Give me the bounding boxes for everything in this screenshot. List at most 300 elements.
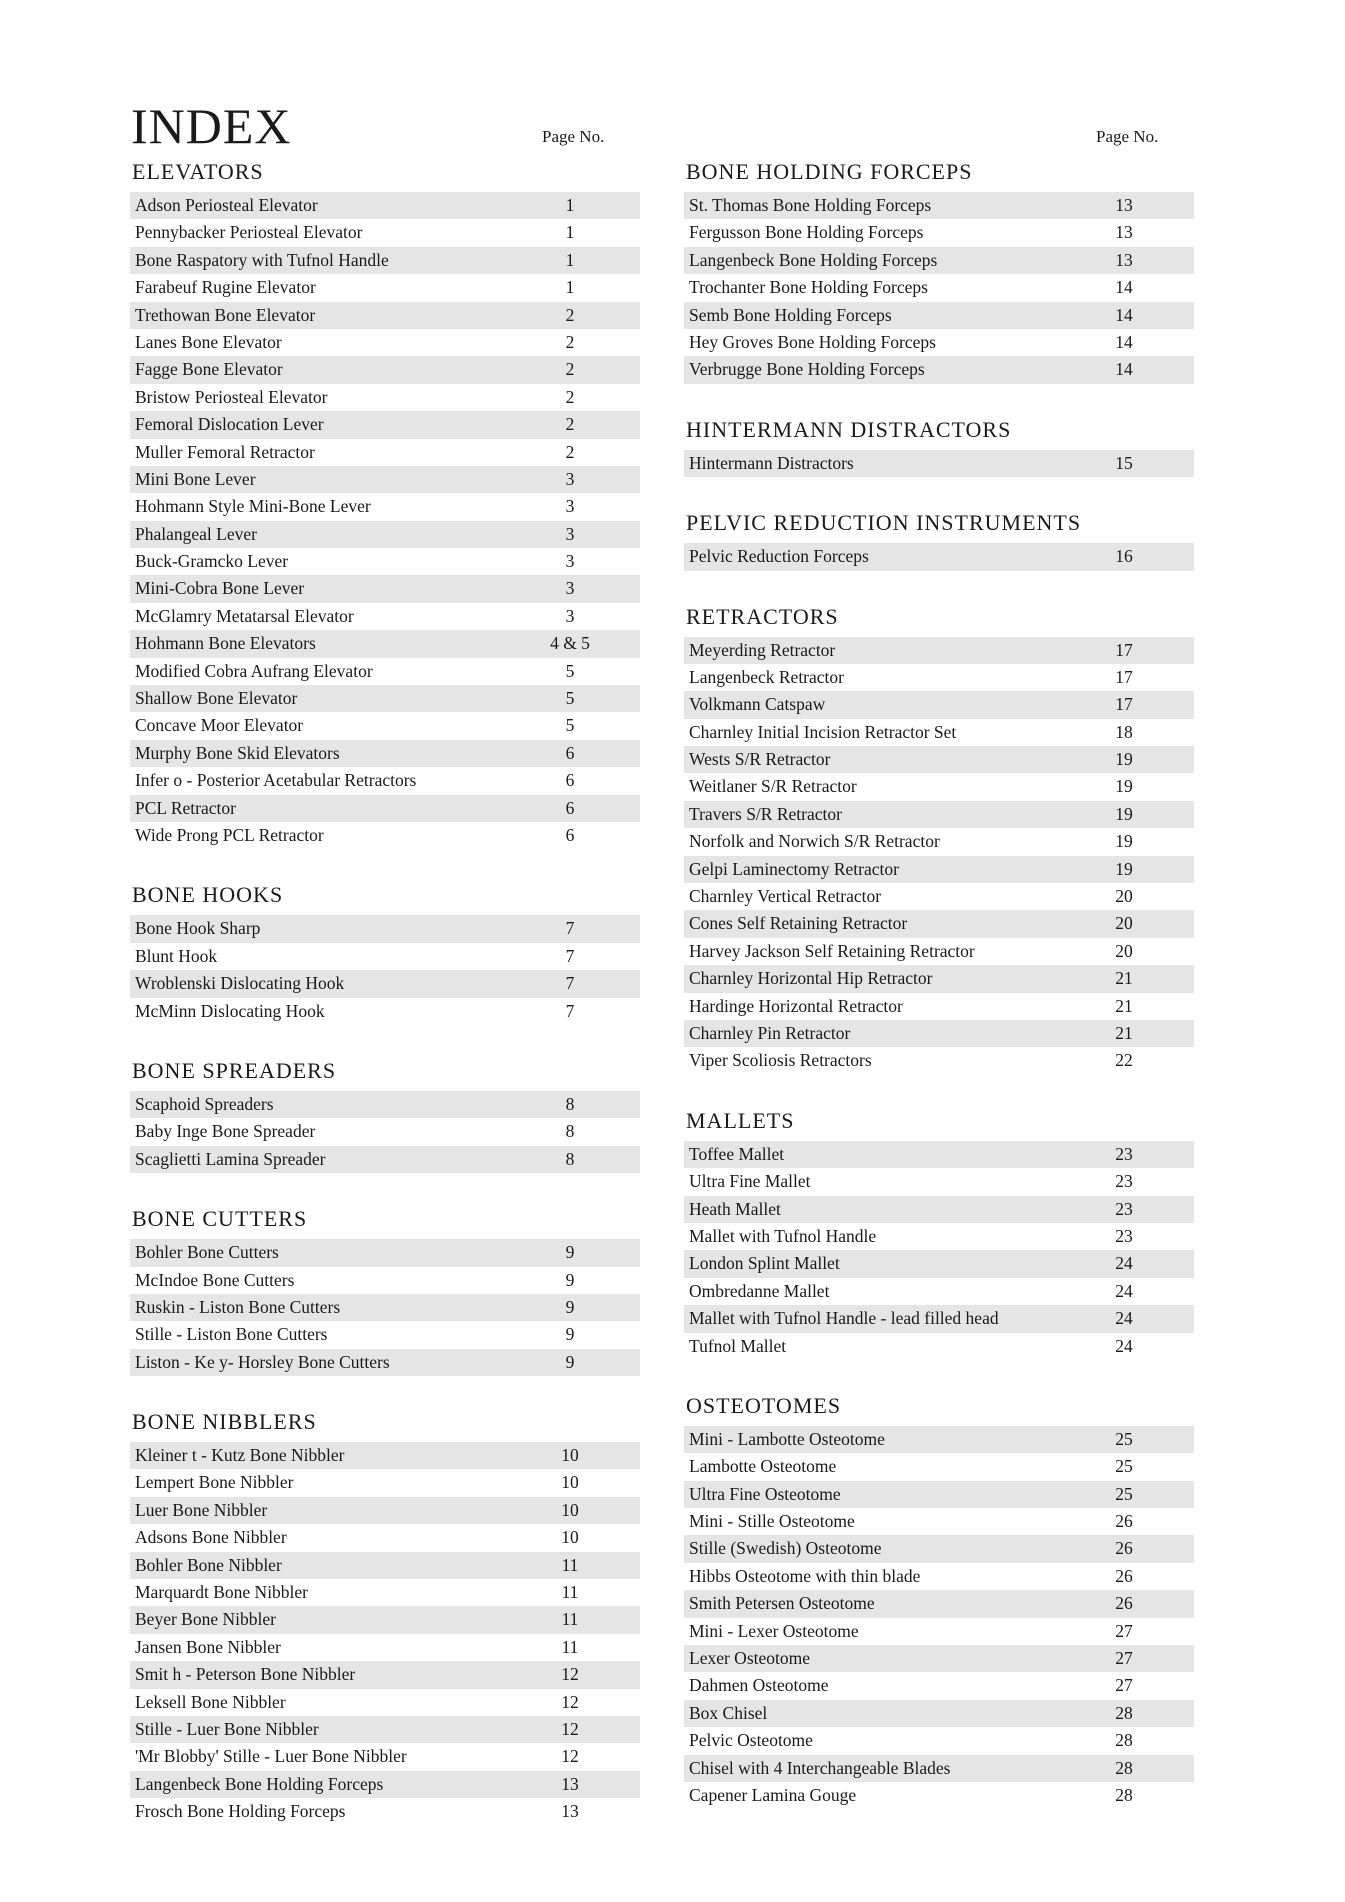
index-entry — [130, 685, 640, 712]
entry-name: Mini-Cobra Bone Lever — [135, 578, 305, 599]
section-heading: OSTEOTOMES — [686, 1392, 842, 1418]
entry-name: Liston - Ke y- Horsley Bone Cutters — [135, 1351, 390, 1372]
entry-name: Pelvic Reduction Forceps — [689, 546, 869, 567]
index-section — [684, 1105, 1194, 1360]
index-entry — [130, 795, 640, 822]
section-heading: PELVIC REDUCTION INSTRUMENTS — [686, 510, 1082, 536]
entry-page-number: 26 — [1115, 1565, 1133, 1586]
index-entry — [130, 1634, 640, 1661]
entry-page-number: 1 — [565, 249, 575, 270]
entry-page-number: 9 — [565, 1269, 575, 1290]
index-entry — [130, 1146, 640, 1173]
entry-page-number: 28 — [1115, 1784, 1133, 1805]
entry-page-number: 24 — [1115, 1308, 1133, 1329]
entry-page-number: 5 — [565, 660, 575, 681]
entry-page-number: 3 — [565, 523, 575, 544]
entry-page-number: 8 — [565, 1093, 575, 1114]
entry-page-number: 27 — [1115, 1675, 1133, 1696]
index-entry — [130, 219, 640, 246]
index-entry — [684, 691, 1194, 718]
entry-page-number: 8 — [565, 1148, 575, 1169]
entry-page-number: 7 — [565, 945, 575, 966]
entry-name: Dahmen Osteotome — [689, 1675, 829, 1696]
index-entry — [130, 384, 640, 411]
entry-name: Lexer Osteotome — [689, 1648, 810, 1669]
entry-name: Box Chisel — [689, 1702, 768, 1723]
entry-page-number: 13 — [561, 1773, 579, 1794]
index-entry — [684, 1426, 1194, 1453]
entry-page-number: 7 — [565, 1000, 575, 1021]
entry-name: Mini - Stille Osteotome — [689, 1511, 855, 1532]
entry-page-number: 17 — [1115, 694, 1133, 715]
entry-page-number: 14 — [1115, 277, 1133, 298]
index-entry — [684, 1672, 1194, 1699]
index-entry — [684, 247, 1194, 274]
entry-name: Weitlaner S/R Retractor — [689, 776, 857, 797]
entry-name: 'Mr Blobby' Stille - Luer Bone Nibbler — [135, 1746, 407, 1767]
index-entry — [130, 970, 640, 997]
entry-name: Pelvic Osteotome — [689, 1730, 813, 1751]
index-section — [684, 156, 1194, 384]
entry-page-number: 17 — [1115, 639, 1133, 660]
index-entry — [684, 719, 1194, 746]
index-entry — [684, 1755, 1194, 1782]
index-entry — [130, 1239, 640, 1266]
entry-name: Jansen Bone Nibbler — [135, 1636, 281, 1657]
index-entry — [130, 1349, 640, 1376]
entry-name: Charnley Vertical Retractor — [689, 886, 882, 907]
entry-page-number: 3 — [565, 468, 575, 489]
index-entry — [130, 274, 640, 301]
entry-name: Viper Scoliosis Retractors — [689, 1050, 872, 1071]
index-section — [684, 414, 1194, 477]
entry-page-number: 4 & 5 — [550, 633, 590, 654]
entry-name: Chisel with 4 Interchangeable Blades — [689, 1757, 951, 1778]
index-entry — [130, 1294, 640, 1321]
entry-name: Murphy Bone Skid Elevators — [135, 742, 340, 763]
index-entry — [684, 1563, 1194, 1590]
entry-name: Wide Prong PCL Retractor — [135, 824, 324, 845]
entry-page-number: 13 — [1115, 249, 1133, 270]
entry-name: Femoral Dislocation Lever — [135, 414, 324, 435]
index-entry — [130, 1798, 640, 1825]
index-entry — [684, 664, 1194, 691]
entry-name: Bristow Periosteal Elevator — [135, 386, 328, 407]
entry-page-number: 13 — [1115, 195, 1133, 215]
entry-page-number: 12 — [561, 1746, 579, 1767]
entry-page-number: 3 — [565, 551, 575, 572]
entry-name: Charnley Pin Retractor — [689, 1022, 851, 1043]
entry-page-number: 7 — [565, 918, 575, 939]
index-entry — [130, 1552, 640, 1579]
page-no-label-left: Page No. — [542, 127, 605, 146]
entry-page-number: 12 — [561, 1691, 579, 1712]
entry-name: Buck-Gramcko Lever — [135, 551, 289, 572]
index-section — [130, 156, 640, 849]
entry-name: McGlamry Metatarsal Elevator — [135, 605, 354, 626]
index-entry — [130, 1743, 640, 1770]
entry-page-number: 22 — [1115, 1050, 1133, 1071]
section-heading: BONE NIBBLERS — [132, 1409, 317, 1435]
index-entry — [684, 1223, 1194, 1250]
index-entry — [684, 1250, 1194, 1277]
index-entry — [684, 1278, 1194, 1305]
index-column-right — [684, 156, 1194, 1839]
entry-name: Adson Periosteal Elevator — [135, 195, 318, 215]
entry-name: Lanes Bone Elevator — [135, 331, 282, 352]
entry-name: Pennybacker Periosteal Elevator — [135, 222, 363, 243]
entry-page-number: 19 — [1115, 776, 1133, 797]
index-entry — [130, 521, 640, 548]
entry-page-number: 19 — [1115, 831, 1133, 852]
entry-page-number: 7 — [565, 973, 575, 994]
index-entry — [684, 938, 1194, 965]
entry-page-number: 9 — [565, 1296, 575, 1317]
index-entry — [130, 548, 640, 575]
entry-name: Hohmann Bone Elevators — [135, 633, 316, 654]
index-entry — [684, 910, 1194, 937]
section-heading: ELEVATORS — [132, 159, 264, 184]
index-entry — [684, 1333, 1194, 1360]
index-entry — [684, 1535, 1194, 1562]
entry-name: Langenbeck Retractor — [689, 666, 844, 687]
entry-page-number: 21 — [1115, 968, 1133, 989]
entry-name: Wests S/R Retractor — [689, 749, 831, 770]
entry-name: Phalangeal Lever — [135, 523, 257, 544]
entry-name: Fergusson Bone Holding Forceps — [689, 222, 924, 243]
entry-name: Concave Moor Elevator — [135, 715, 304, 736]
index-entry — [684, 965, 1194, 992]
entry-page-number: 13 — [561, 1801, 579, 1822]
entry-page-number: 16 — [1115, 546, 1133, 567]
index-entry — [130, 1469, 640, 1496]
entry-name: Trochanter Bone Holding Forceps — [689, 277, 928, 298]
entry-name: London Splint Mallet — [689, 1253, 840, 1274]
entry-page-number: 10 — [561, 1445, 579, 1466]
entry-page-number: 26 — [1115, 1511, 1133, 1532]
entry-name: Volkmann Catspaw — [689, 694, 826, 715]
section-heading: BONE CUTTERS — [132, 1206, 308, 1232]
entry-name: Farabeuf Rugine Elevator — [135, 277, 316, 298]
entry-page-number: 23 — [1115, 1171, 1133, 1192]
entry-name: Smith Petersen Osteotome — [689, 1593, 875, 1614]
entry-page-number: 18 — [1115, 721, 1133, 742]
entry-name: Tufnol Mallet — [689, 1335, 787, 1356]
index-entry — [130, 466, 640, 493]
index-entry — [684, 993, 1194, 1020]
entry-name: Luer Bone Nibbler — [135, 1499, 268, 1520]
index-entry — [130, 1716, 640, 1743]
index-entry — [130, 712, 640, 739]
entry-page-number: 21 — [1115, 995, 1133, 1016]
entry-name: Capener Lamina Gouge — [689, 1784, 857, 1805]
index-entry — [684, 1727, 1194, 1754]
index-entry — [130, 1771, 640, 1798]
index-column-left — [130, 156, 640, 1856]
entry-page-number: 10 — [561, 1527, 579, 1548]
index-entry — [130, 822, 640, 849]
index-entry — [684, 302, 1194, 329]
entry-name: Trethowan Bone Elevator — [135, 304, 316, 325]
index-entry — [130, 247, 640, 274]
entry-page-number: 9 — [565, 1242, 575, 1263]
entry-name: Smit h - Peterson Bone Nibbler — [135, 1664, 356, 1685]
entry-name: Lempert Bone Nibbler — [135, 1472, 294, 1493]
index-entry — [684, 1618, 1194, 1645]
entry-page-number: 14 — [1115, 331, 1133, 352]
entry-page-number: 26 — [1115, 1538, 1133, 1559]
entry-page-number: 2 — [565, 331, 575, 352]
index-section — [130, 1055, 640, 1173]
index-entry — [130, 1606, 640, 1633]
index-entry — [684, 1590, 1194, 1617]
entry-page-number: 20 — [1115, 886, 1133, 907]
entry-page-number: 2 — [565, 441, 575, 462]
entry-page-number: 24 — [1115, 1335, 1133, 1356]
entry-page-number: 24 — [1115, 1280, 1133, 1301]
index-entry — [684, 746, 1194, 773]
entry-name: Mini - Lexer Osteotome — [689, 1620, 859, 1641]
entry-name: Shallow Bone Elevator — [135, 688, 298, 709]
index-entry — [130, 439, 640, 466]
entry-name: Semb Bone Holding Forceps — [689, 304, 892, 325]
entry-name: Fagge Bone Elevator — [135, 359, 283, 380]
index-section — [130, 1203, 640, 1376]
entry-name: McMinn Dislocating Hook — [135, 1000, 325, 1021]
index-entry — [130, 603, 640, 630]
entry-page-number: 6 — [565, 824, 575, 845]
entry-page-number: 3 — [565, 496, 575, 517]
index-entry — [684, 192, 1194, 219]
index-section — [130, 879, 640, 1025]
entry-page-number: 5 — [565, 688, 575, 709]
entry-name: St. Thomas Bone Holding Forceps — [689, 195, 932, 215]
entry-name: Kleiner t - Kutz Bone Nibbler — [135, 1445, 345, 1466]
index-entry — [130, 943, 640, 970]
entry-name: Mallet with Tufnol Handle - lead filled head — [689, 1308, 999, 1329]
index-entry — [684, 773, 1194, 800]
index-entry — [684, 1020, 1194, 1047]
index-entry — [130, 356, 640, 383]
entry-page-number: 10 — [561, 1472, 579, 1493]
entry-page-number: 17 — [1115, 666, 1133, 687]
entry-page-number: 2 — [565, 386, 575, 407]
index-entry — [684, 274, 1194, 301]
entry-name: Marquardt Bone Nibbler — [135, 1582, 309, 1603]
index-entry — [130, 658, 640, 685]
index-entry — [684, 637, 1194, 664]
entry-name: Scaphoid Spreaders — [135, 1093, 274, 1114]
entry-page-number: 27 — [1115, 1620, 1133, 1641]
entry-name: Cones Self Retaining Retractor — [689, 913, 908, 934]
entry-name: Bohler Bone Cutters — [135, 1242, 279, 1263]
entry-name: Mini Bone Lever — [135, 468, 256, 489]
entry-page-number: 26 — [1115, 1593, 1133, 1614]
entry-name: Ultra Fine Osteotome — [689, 1483, 841, 1504]
entry-page-number: 6 — [565, 797, 575, 818]
entry-page-number: 19 — [1115, 858, 1133, 879]
entry-name: Harvey Jackson Self Retaining Retractor — [689, 940, 975, 961]
entry-page-number: 20 — [1115, 913, 1133, 934]
entry-name: Frosch Bone Holding Forceps — [135, 1801, 346, 1822]
entry-name: Hohmann Style Mini-Bone Lever — [135, 496, 371, 517]
entry-name: Verbrugge Bone Holding Forceps — [689, 359, 925, 380]
index-entry — [130, 329, 640, 356]
entry-page-number: 25 — [1115, 1483, 1133, 1504]
entry-page-number: 6 — [565, 770, 575, 791]
index-entry — [684, 450, 1194, 477]
entry-page-number: 19 — [1115, 749, 1133, 770]
entry-page-number: 12 — [561, 1718, 579, 1739]
index-section — [684, 507, 1194, 570]
index-entry — [684, 1141, 1194, 1168]
entry-name: Hibbs Osteotome with thin blade — [689, 1565, 921, 1586]
entry-page-number: 23 — [1115, 1198, 1133, 1219]
entry-name: Bone Hook Sharp — [135, 918, 261, 939]
entry-name: Gelpi Laminectomy Retractor — [689, 858, 899, 879]
entry-name: Muller Femoral Retractor — [135, 441, 315, 462]
index-entry — [684, 219, 1194, 246]
entry-name: Bohler Bone Nibbler — [135, 1554, 282, 1575]
entry-page-number: 11 — [561, 1554, 579, 1575]
entry-name: Ruskin - Liston Bone Cutters — [135, 1296, 341, 1317]
index-entry — [130, 575, 640, 602]
index-entry — [130, 630, 640, 657]
index-entry — [130, 493, 640, 520]
index-entry — [130, 411, 640, 438]
index-entry — [130, 1321, 640, 1348]
entry-page-number: 1 — [565, 195, 575, 215]
entry-name: Travers S/R Retractor — [689, 803, 842, 824]
section-heading: RETRACTORS — [686, 603, 839, 629]
section-heading: BONE HOLDING FORCEPS — [686, 159, 973, 184]
page-no-label-right: Page No. — [1096, 127, 1159, 146]
index-entry — [130, 1579, 640, 1606]
entry-page-number: 2 — [565, 359, 575, 380]
index-entry — [130, 1689, 640, 1716]
entry-page-number: 23 — [1115, 1143, 1133, 1164]
index-section — [684, 1390, 1194, 1809]
index-entry — [684, 1782, 1194, 1809]
entry-page-number: 25 — [1115, 1456, 1133, 1477]
entry-name: Ultra Fine Mallet — [689, 1171, 811, 1192]
entry-page-number: 15 — [1115, 452, 1133, 473]
entry-name: Baby Inge Bone Spreader — [135, 1121, 316, 1142]
entry-page-number: 1 — [565, 277, 575, 298]
entry-page-number: 25 — [1115, 1428, 1133, 1449]
entry-page-number: 11 — [561, 1636, 579, 1657]
index-entry — [684, 1047, 1194, 1074]
entry-name: Lambotte Osteotome — [689, 1456, 837, 1477]
entry-name: Stille - Liston Bone Cutters — [135, 1324, 328, 1345]
entry-name: Wroblenski Dislocating Hook — [135, 973, 345, 994]
entry-page-number: 11 — [561, 1609, 579, 1630]
entry-name: Mallet with Tufnol Handle — [689, 1225, 877, 1246]
entry-page-number: 8 — [565, 1121, 575, 1142]
section-heading: BONE SPREADERS — [132, 1057, 337, 1083]
index-entry — [684, 1645, 1194, 1672]
index-entry — [130, 1267, 640, 1294]
entry-name: Hintermann Distractors — [689, 452, 854, 473]
index-entry — [130, 1661, 640, 1688]
entry-name: Toffee Mallet — [689, 1143, 785, 1164]
entry-page-number: 3 — [565, 578, 575, 599]
entry-page-number: 19 — [1115, 803, 1133, 824]
entry-name: Bone Raspatory with Tufnol Handle — [135, 249, 389, 270]
entry-name: Hardinge Horizontal Retractor — [689, 995, 903, 1016]
entry-name: Blunt Hook — [135, 945, 218, 966]
entry-page-number: 9 — [565, 1324, 575, 1345]
entry-name: Langenbeck Bone Holding Forceps — [689, 249, 938, 270]
entry-page-number: 13 — [1115, 222, 1133, 243]
entry-page-number: 12 — [561, 1664, 579, 1685]
entry-page-number: 5 — [565, 715, 575, 736]
entry-name: Langenbeck Bone Holding Forceps — [135, 1773, 384, 1794]
index-entry — [130, 1524, 640, 1551]
entry-page-number: 1 — [565, 222, 575, 243]
entry-name: Hey Groves Bone Holding Forceps — [689, 331, 936, 352]
entry-page-number: 21 — [1115, 1022, 1133, 1043]
entry-name: Scaglietti Lamina Spreader — [135, 1148, 326, 1169]
entry-name: Heath Mallet — [689, 1198, 781, 1219]
entry-name: McIndoe Bone Cutters — [135, 1269, 295, 1290]
page-title: INDEX — [131, 97, 292, 154]
index-entry — [684, 356, 1194, 383]
index-entry — [130, 740, 640, 767]
entry-page-number: 28 — [1115, 1702, 1133, 1723]
index-entry — [684, 1168, 1194, 1195]
index-entry — [684, 1508, 1194, 1535]
section-heading: MALLETS — [686, 1107, 795, 1133]
index-entry — [684, 543, 1194, 570]
index-section — [130, 1406, 640, 1825]
entry-page-number: 2 — [565, 304, 575, 325]
index-entry — [130, 767, 640, 794]
entry-name: Modified Cobra Aufrang Elevator — [135, 660, 373, 681]
index-entry — [684, 1305, 1194, 1332]
index-entry — [130, 998, 640, 1025]
entry-name: Meyerding Retractor — [689, 639, 836, 660]
entry-page-number: 27 — [1115, 1648, 1133, 1669]
entry-page-number: 14 — [1115, 304, 1133, 325]
index-entry — [684, 1481, 1194, 1508]
index-entry — [684, 1196, 1194, 1223]
entry-name: Adsons Bone Nibbler — [135, 1527, 287, 1548]
entry-page-number: 9 — [565, 1351, 575, 1372]
index-entry — [130, 915, 640, 942]
section-heading: BONE HOOKS — [132, 882, 284, 908]
entry-page-number: 20 — [1115, 940, 1133, 961]
index-entry — [684, 1453, 1194, 1480]
index-entry — [130, 1442, 640, 1469]
index-section — [684, 601, 1194, 1075]
entry-name: Infer o - Posterior Acetabular Retractors — [135, 770, 417, 791]
entry-name: Ombredanne Mallet — [689, 1280, 830, 1301]
entry-name: Stille (Swedish) Osteotome — [689, 1538, 882, 1559]
entry-page-number: 2 — [565, 414, 575, 435]
entry-page-number: 11 — [561, 1582, 579, 1603]
entry-page-number: 24 — [1115, 1253, 1133, 1274]
index-entry — [130, 192, 640, 219]
entry-name: Norfolk and Norwich S/R Retractor — [689, 831, 940, 852]
entry-page-number: 10 — [561, 1499, 579, 1520]
entry-name: Leksell Bone Nibbler — [135, 1691, 286, 1712]
entry-page-number: 3 — [565, 605, 575, 626]
entry-page-number: 28 — [1115, 1757, 1133, 1778]
index-entry — [684, 1700, 1194, 1727]
index-entry — [684, 801, 1194, 828]
index-entry — [130, 302, 640, 329]
